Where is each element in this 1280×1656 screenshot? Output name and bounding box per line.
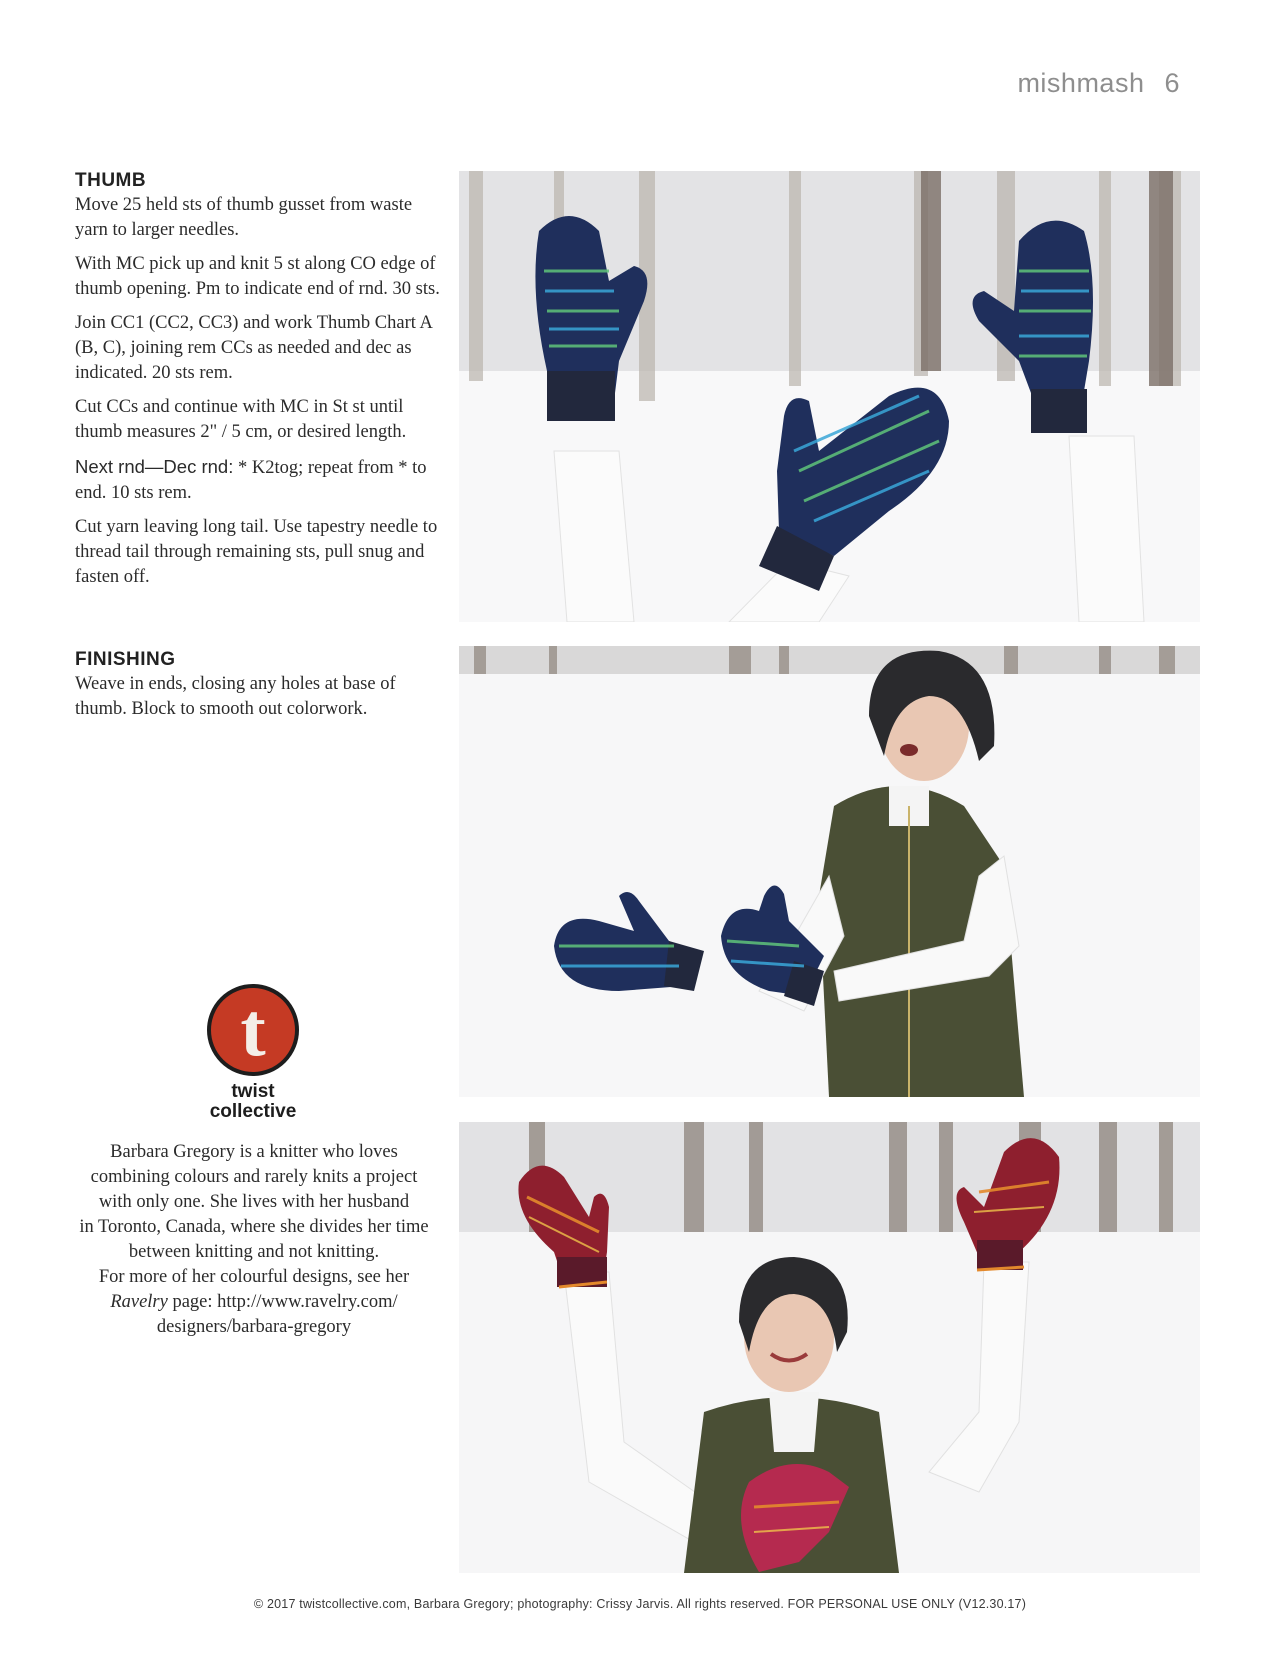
photo-woman-navy-mittens-image xyxy=(459,646,1200,1097)
twist-collective-logo xyxy=(198,984,308,1122)
bio-line-6: For more of her colourful designs, see her xyxy=(98,1267,410,1287)
thumb-paragraph-1: Move 25 held sts of thumb gusset from waste yarn to larger needles. xyxy=(75,195,413,240)
page-footer: © 2017 twistcollective.com, Barbara Gregory; photography: Crissy Jarvis. All rights reserved. FOR PERSONAL USE ONLY (V12.30.17) xyxy=(253,1597,1027,1611)
bio-ravelry-line xyxy=(75,1290,433,1315)
photo-mittens-tossed xyxy=(459,171,1200,622)
photo-woman-red-mittens xyxy=(459,1122,1200,1573)
bio-line-3: with only one. She lives with her husband xyxy=(98,1192,410,1212)
page-header xyxy=(1017,68,1180,99)
photo-woman-navy-mittens xyxy=(459,646,1200,1097)
ravelry-italic: Ravelry xyxy=(110,1292,168,1312)
logo-line-1: twist xyxy=(231,1081,275,1102)
bio-last-line[interactable]: designers/barbara-gregory xyxy=(156,1317,352,1337)
ravelry-url-part[interactable]: page: http://www.ravelry.com/ xyxy=(167,1292,398,1312)
thumb-heading: THUMB xyxy=(75,170,147,191)
thumb-paragraph-last: Cut yarn leaving long tail. Use tapestry needle to thread tail through remaining sts, pull snug and fasten off. xyxy=(75,517,438,587)
logo-wordmark xyxy=(198,1082,308,1122)
bio-line-4: in Toronto, Canada, where she divides her time xyxy=(79,1217,429,1237)
bio-line-2: combining colours and rarely knits a project xyxy=(90,1167,418,1187)
photo-mittens-tossed-image xyxy=(459,171,1200,622)
next-rnd-label: Next rnd—Dec rnd: xyxy=(75,456,234,477)
next-rnd-text: * K2tog; repeat from * to end. 10 sts rem. xyxy=(75,458,427,503)
thumb-paragraph-4: Cut CCs and continue with MC in St st until thumb measures 2" / 5 cm, or desired length. xyxy=(75,397,407,442)
thumb-next-rnd xyxy=(75,454,445,506)
bio-line-5: between knitting and not knitting. xyxy=(128,1242,380,1262)
finishing-heading: FINISHING xyxy=(75,649,176,670)
thumb-paragraph-3: Join CC1 (CC2, CC3) and work Thumb Chart A (B, C), joining rem CCs as needed and dec as indicated. 20 sts rem. xyxy=(75,313,432,383)
finishing-paragraph: Weave in ends, closing any holes at base of thumb. Block to smooth out colorwork. xyxy=(75,674,396,719)
thumb-paragraph-2: With MC pick up and knit 5 st along CO edge of thumb opening. Pm to indicate end of rnd. 30 sts. xyxy=(75,254,440,299)
page-number: 6 xyxy=(1164,68,1180,98)
logo-badge: t xyxy=(207,984,299,1076)
logo-line-2: collective xyxy=(209,1101,297,1122)
designer-bio xyxy=(75,1140,433,1340)
photo-woman-red-mittens-image xyxy=(459,1122,1200,1573)
thumb-section xyxy=(75,168,445,599)
header-title: mishmash xyxy=(1017,68,1145,98)
finishing-section xyxy=(75,647,445,731)
bio-line-1: Barbara Gregory is a knitter who loves xyxy=(110,1142,398,1162)
